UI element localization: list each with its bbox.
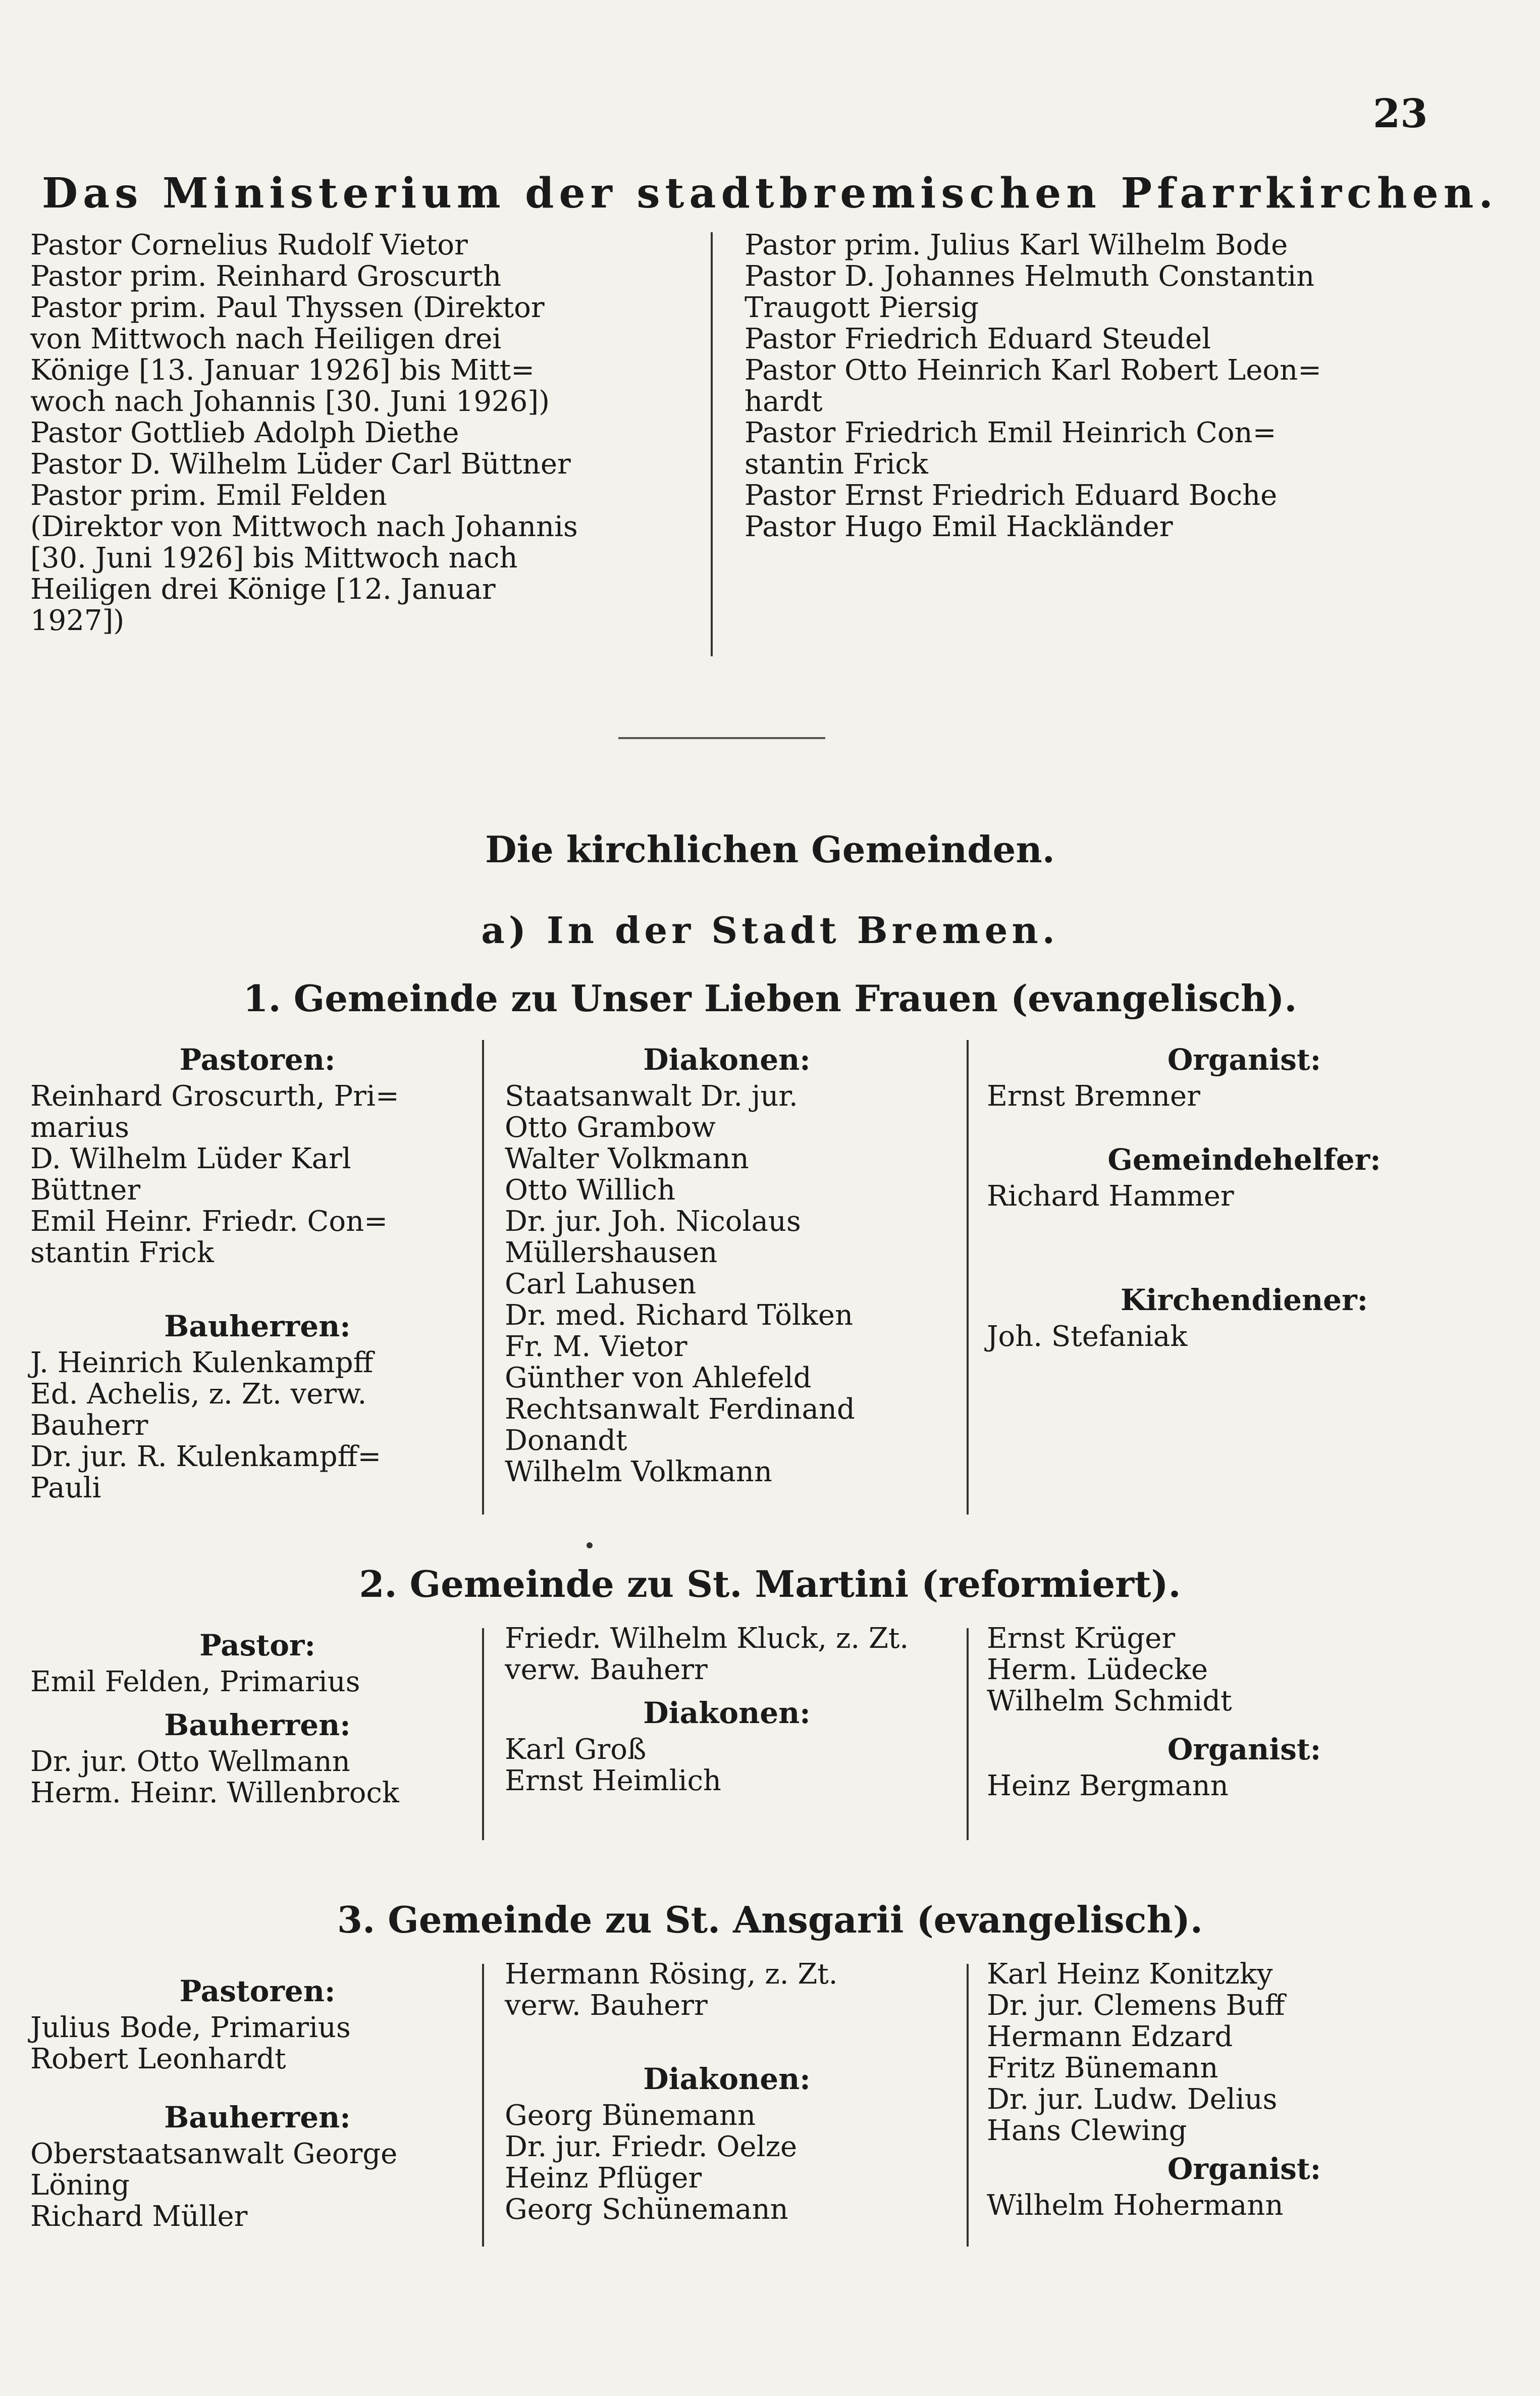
g2-mid-line: Ernst Heimlich bbox=[505, 1764, 721, 1797]
g1-left-line: D. Wilhelm Lüder Karl bbox=[30, 1142, 351, 1175]
g1-left-line: Dr. jur. R. Kulenkampff= bbox=[30, 1440, 382, 1473]
g1-mid-line: Walter Volkmann bbox=[505, 1142, 749, 1175]
page-number: 23 bbox=[1373, 91, 1428, 137]
ministry-column-divider bbox=[711, 232, 713, 656]
g1-mid-line: Dr. jur. Joh. Nicolaus bbox=[505, 1205, 801, 1238]
ministry-left-line: 1927]) bbox=[30, 604, 125, 637]
g3-left-line: Robert Leonhardt bbox=[30, 2043, 286, 2075]
ministry-left-line: Pastor prim. Reinhard Groscurth bbox=[30, 260, 502, 293]
spacer bbox=[505, 2021, 949, 2057]
g3-right-line: Wilhelm Hohermann bbox=[987, 2189, 1284, 2222]
g1-left-line: Emil Heinr. Friedr. Con= bbox=[30, 1205, 388, 1238]
spacer bbox=[30, 1269, 485, 1304]
g3-mid-line: Georg Bünemann bbox=[505, 2099, 756, 2132]
ministry-left-line: woch nach Johannis [30. Juni 1926]) bbox=[30, 385, 550, 418]
g3-left-heading: Pastoren: bbox=[179, 1974, 336, 2008]
g3-mid-line: verw. Bauherr bbox=[505, 1989, 708, 2022]
ministry-left-line: Pastor prim. Emil Felden bbox=[30, 479, 387, 512]
ministry-right-line: Pastor Friedrich Eduard Steudel bbox=[745, 323, 1211, 355]
g1-left-line: Pauli bbox=[30, 1472, 101, 1504]
g1-divider-right bbox=[967, 1040, 969, 1515]
g1-right-line: Ernst Bremner bbox=[987, 1080, 1200, 1113]
ministry-right-line: Pastor Friedrich Emil Heinrich Con= bbox=[745, 416, 1277, 449]
g2-mid-line: verw. Bauherr bbox=[505, 1653, 708, 1686]
g1-mid-line: Dr. med. Richard Tölken bbox=[505, 1299, 854, 1332]
g2-right-line: Ernst Krüger bbox=[987, 1622, 1176, 1655]
g2-right-line: Heinz Bergmann bbox=[987, 1769, 1229, 1802]
g2-right-line: Herm. Lüdecke bbox=[987, 1653, 1208, 1686]
g3-right-line: Dr. jur. Clemens Buff bbox=[987, 1989, 1285, 2022]
g1-mid-heading: Diakonen: bbox=[643, 1043, 811, 1077]
g3-right-heading: Organist: bbox=[1167, 2152, 1321, 2186]
g1-title: 1. Gemeinde zu Unser Lieben Frauen (evangelisch). bbox=[243, 977, 1297, 1020]
ministry-right-line: Pastor Ernst Friedrich Eduard Boche bbox=[745, 479, 1278, 512]
g1-left-line: Bauherr bbox=[30, 1409, 148, 1442]
g3-divider-left bbox=[482, 1964, 484, 2247]
g1-mid-line: Otto Grambow bbox=[505, 1111, 716, 1144]
g2-right-column bbox=[987, 1623, 1502, 1802]
g1-mid-line: Rechtsanwalt Ferdinand bbox=[505, 1393, 855, 1426]
ministry-right-column bbox=[745, 230, 1522, 543]
g2-left-line: Dr. jur. Otto Wellmann bbox=[30, 1745, 350, 1778]
g3-mid-line: Hermann Rösing, z. Zt. bbox=[505, 1958, 838, 1991]
ministry-left-line: Könige [13. Januar 1926] bis Mitt= bbox=[30, 354, 535, 387]
g2-right-line: Wilhelm Schmidt bbox=[987, 1685, 1232, 1717]
g2-left-heading: Pastor: bbox=[199, 1628, 315, 1662]
spacer bbox=[30, 1959, 485, 1969]
ministry-right-line: hardt bbox=[745, 385, 823, 418]
g3-right-line: Dr. jur. Ludw. Delius bbox=[987, 2083, 1278, 2116]
g3-mid-line: Heinz Pflüger bbox=[505, 2162, 702, 2195]
g1-right-heading: Kirchendiener: bbox=[1120, 1283, 1368, 1317]
g3-mid-line: Georg Schünemann bbox=[505, 2193, 788, 2226]
g2-mid-heading: Diakonen: bbox=[643, 1696, 811, 1730]
ministry-left-line: Pastor D. Wilhelm Lüder Carl Büttner bbox=[30, 448, 571, 481]
spacer bbox=[987, 1717, 1502, 1727]
g2-divider-right bbox=[967, 1628, 969, 1840]
g1-left-heading: Bauherren: bbox=[164, 1309, 351, 1343]
g1-left-line: Ed. Achelis, z. Zt. verw. bbox=[30, 1378, 367, 1411]
g3-right-line: Karl Heinz Konitzky bbox=[987, 1958, 1273, 1991]
separator-dot bbox=[587, 1542, 593, 1548]
g3-left-column bbox=[30, 1959, 485, 2232]
ministry-left-line: von Mittwoch nach Heiligen drei bbox=[30, 323, 502, 355]
ministry-right-line: Pastor Hugo Emil Hackländer bbox=[745, 510, 1173, 543]
congregations-title: Die kirchlichen Gemeinden. bbox=[485, 828, 1055, 871]
g3-right-column bbox=[987, 1959, 1502, 2221]
ministry-title: Das Ministerium der stadtbremischen Pfarrkirchen. bbox=[42, 169, 1498, 218]
g2-right-heading: Organist: bbox=[1167, 1732, 1321, 1766]
g1-divider-left bbox=[482, 1040, 484, 1515]
g3-mid-line: Dr. jur. Friedr. Oelze bbox=[505, 2130, 798, 2163]
g1-right-heading: Organist: bbox=[1167, 1043, 1321, 1077]
g3-right-line: Hans Clewing bbox=[987, 2114, 1187, 2147]
ministry-right-line: Pastor Otto Heinrich Karl Robert Leon= bbox=[745, 354, 1322, 387]
section-divider bbox=[618, 737, 825, 739]
spacer bbox=[987, 1112, 1502, 1137]
g3-right-line: Fritz Bünemann bbox=[987, 2052, 1218, 2085]
ministry-left-column bbox=[30, 230, 707, 637]
g2-left-heading: Bauherren: bbox=[164, 1708, 351, 1742]
ministry-right-line: Pastor prim. Julius Karl Wilhelm Bode bbox=[745, 229, 1288, 262]
g2-mid-line: Friedr. Wilhelm Kluck, z. Zt. bbox=[505, 1622, 909, 1655]
g1-left-column bbox=[30, 1037, 485, 1504]
g2-divider-left bbox=[482, 1628, 484, 1840]
g1-left-heading: Pastoren: bbox=[179, 1043, 336, 1077]
g3-left-line: Julius Bode, Primarius bbox=[30, 2011, 351, 2044]
g1-right-line: Joh. Stefaniak bbox=[987, 1320, 1188, 1353]
g1-right-column bbox=[987, 1037, 1502, 1352]
g1-mid-line: Donandt bbox=[505, 1424, 627, 1457]
g2-left-column bbox=[30, 1623, 485, 1809]
g3-left-line: Oberstaatsanwalt George bbox=[30, 2138, 398, 2170]
g3-right-line: Hermann Edzard bbox=[987, 2020, 1233, 2053]
g1-mid-line: Günther von Ahlefeld bbox=[505, 1362, 812, 1394]
g1-left-line: stantin Frick bbox=[30, 1236, 214, 1269]
g1-left-line: Reinhard Groscurth, Pri= bbox=[30, 1080, 399, 1113]
congregations-subtitle: a) In der Stadt Bremen. bbox=[481, 909, 1059, 952]
spacer bbox=[30, 1698, 485, 1703]
g2-left-line: Herm. Heinr. Willenbrock bbox=[30, 1777, 399, 1809]
g1-right-line: Richard Hammer bbox=[987, 1180, 1234, 1213]
ministry-right-line: stantin Frick bbox=[745, 448, 928, 481]
g2-middle-column bbox=[505, 1623, 949, 1797]
g3-left-heading: Bauherren: bbox=[164, 2100, 351, 2134]
g3-divider-right bbox=[967, 1964, 969, 2247]
g1-left-line: Büttner bbox=[30, 1174, 141, 1207]
g1-mid-line: Müllershausen bbox=[505, 1236, 718, 1269]
ministry-left-line: Pastor prim. Paul Thyssen (Direktor bbox=[30, 291, 545, 324]
g1-mid-line: Wilhelm Volkmann bbox=[505, 1455, 772, 1488]
g1-left-line: marius bbox=[30, 1111, 129, 1144]
ministry-left-line: Heiligen drei Könige [12. Januar bbox=[30, 573, 496, 606]
g2-left-line: Emil Felden, Primarius bbox=[30, 1665, 360, 1698]
ministry-left-line: (Direktor von Mittwoch nach Johannis bbox=[30, 510, 578, 543]
ministry-right-line: Traugott Piersig bbox=[745, 291, 979, 324]
ministry-left-line: Pastor Gottlieb Adolph Diethe bbox=[30, 416, 459, 449]
g1-left-line: J. Heinrich Kulenkampff bbox=[30, 1346, 374, 1379]
spacer bbox=[987, 1212, 1502, 1278]
g3-title: 3. Gemeinde zu St. Ansgarii (evangelisch). bbox=[337, 1898, 1203, 1941]
g2-title: 2. Gemeinde zu St. Martini (reformiert). bbox=[359, 1562, 1181, 1605]
g1-mid-line: Fr. M. Vietor bbox=[505, 1330, 687, 1363]
g1-mid-line: Otto Willich bbox=[505, 1174, 676, 1207]
g3-mid-heading: Diakonen: bbox=[643, 2062, 811, 2096]
g1-middle-column bbox=[505, 1037, 949, 1488]
ministry-left-line: [30. Juni 1926] bis Mittwoch nach bbox=[30, 542, 518, 575]
spacer bbox=[505, 1686, 949, 1691]
ministry-right-line: Pastor D. Johannes Helmuth Constantin bbox=[745, 260, 1315, 293]
g2-mid-line: Karl Groß bbox=[505, 1733, 647, 1766]
g3-middle-column bbox=[505, 1959, 949, 2225]
ministry-left-line: Pastor Cornelius Rudolf Vietor bbox=[30, 229, 468, 262]
g3-left-line: Löning bbox=[30, 2169, 130, 2202]
g1-mid-line: Staatsanwalt Dr. jur. bbox=[505, 1080, 798, 1113]
spacer bbox=[30, 2075, 485, 2095]
g1-right-heading: Gemeindehelfer: bbox=[1107, 1142, 1381, 1177]
g3-left-line: Richard Müller bbox=[30, 2200, 248, 2233]
g1-mid-line: Carl Lahusen bbox=[505, 1268, 697, 1300]
